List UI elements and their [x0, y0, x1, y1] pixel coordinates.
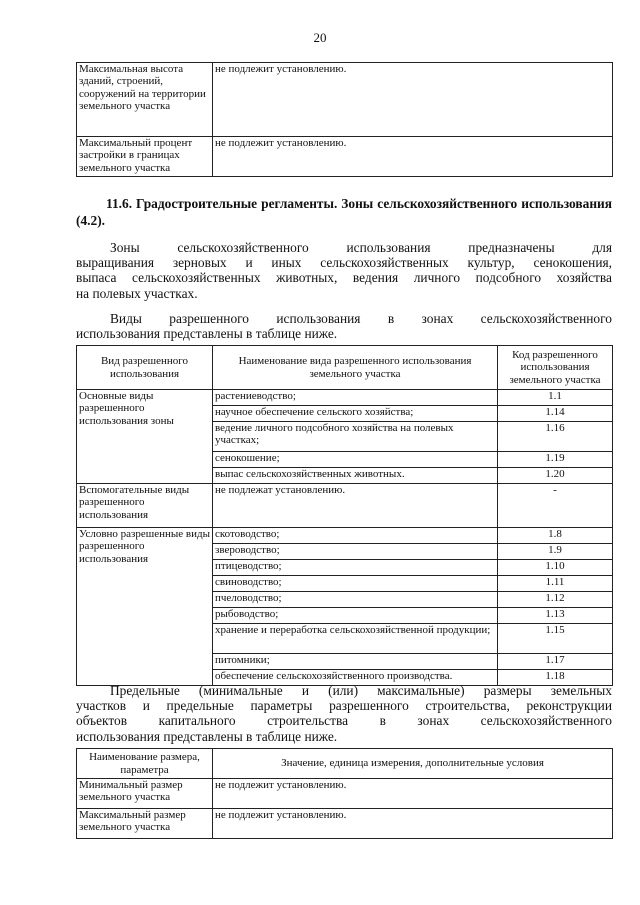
table-row [77, 528, 613, 544]
table-row [77, 390, 613, 406]
use-code: 1.16 [498, 422, 613, 452]
text-line: использования представлены в таблице ниже. [76, 326, 338, 342]
use-name: сенокошение; [213, 452, 498, 468]
table-row [77, 809, 613, 839]
use-name: выпас сельскохозяйственных животных. [213, 468, 498, 484]
use-types-table [76, 345, 613, 686]
use-name: хранение и переработка сельскохозяйственной продукции; [213, 624, 498, 654]
use-code: 1.18 [498, 670, 613, 686]
text-line: Виды разрешенного использования в зонах сельскохозяйственного [110, 311, 612, 326]
param-value: не подлежит установлению. [213, 63, 613, 137]
use-code: 1.20 [498, 468, 613, 484]
use-code: 1.14 [498, 406, 613, 422]
column-header: Наименование размера, параметра [77, 749, 213, 779]
param-value: не подлежит установлению. [213, 137, 613, 177]
text-line: на полевых участках. [76, 285, 198, 301]
top-params-table [76, 62, 613, 177]
paragraph-limits [76, 683, 612, 744]
use-code: 1.19 [498, 452, 613, 468]
use-code: 1.9 [498, 544, 613, 560]
use-code: 1.15 [498, 624, 613, 654]
use-code: 1.10 [498, 560, 613, 576]
use-code: 1.11 [498, 576, 613, 592]
text-line: участков и предельные параметры разрешенного строительства, реконструкции [76, 698, 612, 714]
use-code: 1.13 [498, 608, 613, 624]
column-header: Вид разрешенного использования [77, 346, 213, 390]
text-line: использования представлены в таблице ниже. [76, 728, 338, 744]
use-name: не подлежат установлению. [213, 484, 498, 528]
param-name: Минимальный размер земельного участка [77, 779, 213, 809]
table-row [77, 779, 613, 809]
paragraph-use-types [76, 311, 612, 341]
use-name: скотоводство; [213, 528, 498, 544]
text-line: выращивания зерновых и иных сельскохозяйственных культур, сенокошения, [76, 255, 612, 271]
param-name: Максимальная высота зданий, строений, сооружений на территории земельного участка [77, 63, 213, 137]
section-title: 11.6. Градостроительные регламенты. Зоны сельскохозяйственного использования (4.2). [76, 196, 612, 228]
use-name: ведение личного подсобного хозяйства на полевых участках; [213, 422, 498, 452]
use-code: 1.12 [498, 592, 613, 608]
text-line: выпаса сельскохозяйственных животных, ведения личного подсобного хозяйства [76, 270, 612, 286]
column-header: Значение, единица измерения, дополнительные условия [213, 749, 613, 779]
use-code: 1.1 [498, 390, 613, 406]
table-row [77, 484, 613, 528]
param-name: Максимальный размер земельного участка [77, 809, 213, 839]
use-code: 1.17 [498, 654, 613, 670]
table-header-row [77, 749, 613, 779]
column-header: Код разрешенного использования земельного участка [498, 346, 613, 390]
use-name: птицеводство; [213, 560, 498, 576]
page-number: 20 [313, 30, 327, 45]
text-line: Зоны сельскохозяйственного использования предназначены для [110, 240, 612, 255]
param-value: не подлежит установлению. [213, 809, 613, 839]
table-row [77, 137, 613, 177]
table-row [77, 63, 613, 137]
group-title: Вспомогательные виды разрешенного использования [77, 484, 213, 528]
use-name: рыбоводство; [213, 608, 498, 624]
group-title: Основные виды разрешенного использования зоны [77, 390, 213, 484]
use-name: растениеводство; [213, 390, 498, 406]
column-header: Наименование вида разрешенного использования земельного участка [213, 346, 498, 390]
param-name: Максимальный процент застройки в границах земельного участка [77, 137, 213, 177]
use-code: - [498, 484, 613, 528]
text-line: объектов капитального строительства в зонах сельскохозяйственного [76, 713, 612, 729]
paragraph-zone-purpose [76, 240, 612, 301]
use-name: научное обеспечение сельского хозяйства; [213, 406, 498, 422]
use-name: пчеловодство; [213, 592, 498, 608]
use-code: 1.8 [498, 528, 613, 544]
use-name: обеспечение сельскохозяйственного производства. [213, 670, 498, 686]
use-name: питомники; [213, 654, 498, 670]
use-name: свиноводство; [213, 576, 498, 592]
group-title: Условно разрешенные виды разрешенного использования [77, 528, 213, 686]
text-line: Предельные (минимальные и (или) максимальные) размеры земельных [110, 683, 612, 698]
use-name: звероводство; [213, 544, 498, 560]
param-value: не подлежит установлению. [213, 779, 613, 809]
table-header-row [77, 346, 613, 390]
limits-table [76, 748, 613, 839]
